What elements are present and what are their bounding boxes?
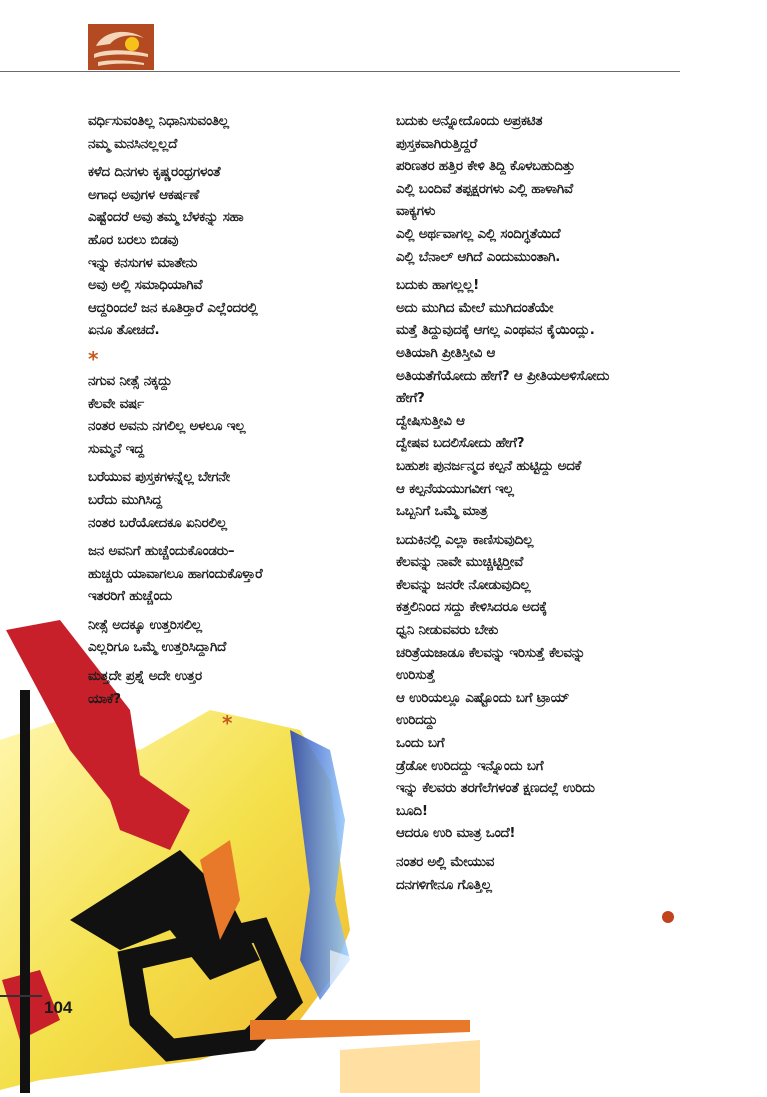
- poem-line: ಅಗಾಧ ಅವುಗಳ ಆಕರ್ಷಣೆ: [88, 187, 200, 203]
- poem-line: ದ್ವೇಷಿಸುತ್ತೀವಿ ಆ: [396, 413, 465, 429]
- stanza: [396, 111, 696, 269]
- poem-line: ದನಗಳಿಗೇನೂ ಗೊತ್ತಿಲ್ಲ: [396, 877, 492, 893]
- poem-line: ಕೆಲವನ್ನು ಜನರೇ ನೋಡುವುದಿಲ್ಲ: [396, 577, 531, 593]
- poem-line: ಬದುಕು ಹಾಗಲ್ಲಲ್ಲ!: [396, 278, 480, 294]
- poem-line: ಕೆಲವನ್ನು ನಾವೇ ಮುಚ್ಚಿಟ್ಟಿರ್‍ತೀವೆ: [396, 555, 524, 571]
- poem-line: ಮತ್ತೆ ತಿದ್ದುವುದಕ್ಕೆ ಆಗಲ್ಲ ಎಂಥವನ ಕೈಯಿಂದ್ಲು.: [396, 323, 595, 339]
- poem-line: ಎಲ್ಲಿ ಅರ್ಥವಾಗಲ್ಲ ಎಲ್ಲಿ ಸಂದಿಗ್ಧತೆಯಿದೆ: [396, 226, 561, 242]
- poem-column-right: [396, 111, 696, 903]
- stanza: [88, 666, 358, 711]
- poem-line: ಮತ್ತದೇ ಪ್ರಶ್ನೆ ಅದೇ ಉತ್ತರ: [88, 669, 202, 685]
- stanza: [396, 530, 696, 846]
- poem-line: ನೀತ್ಸೆ ಅದಕ್ಕೂ ಉತ್ತರಿಸಲಿಲ್ಲ: [88, 617, 202, 633]
- poem-line: ಬಹುಶಃ ಪುನರ್ಜನ್ಮದ ಕಲ್ಪನೆ ಹುಟ್ಟಿದ್ದು ಅದಕೆ: [396, 458, 582, 474]
- stanza: [88, 371, 358, 461]
- poem-line: ಪರಿಣತರ ಹತ್ತಿರ ಕೇಳಿ ತಿದ್ದಿ ಕೊಳಬಹುದಿತ್ತು: [396, 159, 575, 175]
- poem-line: ಧ್ವನಿ ನೀಡುವವರು ಬೇಕು: [396, 623, 499, 639]
- poem-line: ಅತಿಯಾಗಿ ಪ್ರೀತಿಸ್ತೀವಿ ಆ: [396, 345, 496, 361]
- stanza: [88, 162, 358, 343]
- poem-line: ಹುಚ್ಚರು ಯಾವಾಗಲೂ ಹಾಗಂದುಕೊಳ್ತಾರೆ: [88, 566, 263, 582]
- poem-line: ನಮ್ಮ ಮನಸಿನಲ್ಲಲ್ಲದೆ: [88, 136, 178, 152]
- poem-line: ಜನ ಅವನಿಗೆ ಹುಚ್ಚೆಂದುಕೊಂಡರು–: [88, 544, 235, 560]
- poem-line: ವರ್ಧಿಸುವಂತಿಲ್ಲ ನಿಧಾನಿಸುವಂತಿಲ್ಲ: [88, 114, 229, 129]
- poem-line: ಕತ್ತಲಿನಿಂದ ಸದ್ದು ಕೇಳಿಸಿದರೂ ಅದಕ್ಕೆ: [396, 600, 547, 616]
- stanza: [396, 852, 696, 897]
- poem-line: ಒಬ್ಬನಿಗೆ ಒಮ್ಮೆ ಮಾತ್ರ: [396, 504, 488, 520]
- poem-line: ಉರಿದದ್ದು: [396, 713, 438, 729]
- poem-line: ಎಲ್ಲಿ ಬಂದಿವೆ ತಪ್ಪಕ್ಷರಗಳು ಎಲ್ಲಿ ಹಾಳಾಗಿವೆ: [396, 181, 573, 197]
- poem-line: ಎಷ್ಟೆಂದರೆ ಅವು ತಮ್ಮ ಬೆಳಕನ್ನು ಸಹಾ: [88, 210, 244, 226]
- poem-line: ಎಲ್ಲರಿಗೂ ಒಮ್ಮೆ ಉತ್ತರಿಸಿದ್ದಾಗಿದೆ: [88, 640, 227, 656]
- stanza: [88, 111, 358, 156]
- page-number: 104: [44, 998, 73, 1017]
- poem-line: ನಂತರ ಬರೆಯೋದಕೂ ಏನಿರಲಿಲ್ಲ: [88, 515, 227, 531]
- poem-line: ಅದು ಮುಗಿದ ಮೇಲೆ ಮುಗಿದಂತೆಯೇ: [396, 300, 554, 316]
- poem-line: ಒಂದು ಬಗೆ: [396, 736, 445, 752]
- stanza: [88, 541, 358, 609]
- poem-line: ಡ್ರೆಡೋ ಉರಿದದ್ದು ಇನ್ನೊಂದು ಬಗೆ: [396, 758, 544, 774]
- poem-column-left: [88, 111, 358, 717]
- stanza: [88, 615, 358, 660]
- poem-line: ಅವು ಅಲ್ಲಿ ಸಮಾಧಿಯಾಗಿವೆ: [88, 278, 203, 294]
- poem-line: ಚರಿತ್ರೆಯಜಾಡೂ ಕೆಲವನ್ನು ಇರಿಸುತ್ತೆ ಕೆಲವನ್ನು: [396, 645, 586, 661]
- poem-line: ಯಾಕೆ?: [88, 691, 121, 707]
- poem-line: ಕಳೆದ ದಿನಗಳು ಕೃಷ್ಣರಂಧ್ರಗಳಂತೆ: [88, 165, 221, 181]
- poem-line: ಏನೂ ತೋಚದೆ.: [88, 323, 160, 339]
- poem-line: ಉರಿಸುತ್ತೆ: [396, 668, 435, 684]
- poem-line: ಹೊರ ಬರಲು ಬಿಡವು: [88, 232, 179, 248]
- stanza: [396, 275, 696, 524]
- page-number-rule: [0, 995, 42, 997]
- poem-line: ಬದುಕಿನಲ್ಲಿ ಎಲ್ಲಾ ಕಾಣಿಸುವುದಿಲ್ಲ: [396, 532, 534, 548]
- end-of-article-dot-icon: [662, 911, 674, 923]
- poem-line: ಹೇಗೆ?: [396, 391, 425, 407]
- poem-line: ವಾಕ್ಯಗಳು: [396, 204, 436, 220]
- poem-line: ನಂತರ ಅವನು ನಗಲಿಲ್ಲ ಅಳಲೂ ಇಲ್ಲ: [88, 419, 246, 435]
- poem-line: ಆದ್ದರಿಂದಲೆ ಜನ ಕೂತಿರ್‍ತಾರೆ ಎಲ್ಲೆಂದರಲ್ಲಿ: [88, 300, 258, 316]
- poem-line: ಬರೆಯುವ ಪುಸ್ತಕಗಳನ್ನೆಲ್ಲ ಬೇಗನೇ: [88, 470, 230, 486]
- poem-line: ಎಲ್ಲಿ ಬೆನಾಲ್ ಆಗಿದೆ ಎಂದುಮುಂತಾಗಿ.: [396, 249, 561, 265]
- poem-line: ಇನ್ನು ಕನಸುಗಳ ಮಾತೇನು: [88, 255, 198, 271]
- poem-line: ಅತಿಯತೆಗೆಯೋದು ಹೇಗೆ? ಆ ಪ್ರೀತಿಯಅಳಿಸೋದು: [396, 368, 610, 384]
- poem-line: ಆ ಉರಿಯಲ್ಲೂ ಎಷ್ಟೊಂದು ಬಗೆ ಟ್ರಾಯ್: [396, 690, 570, 706]
- poem-line: ನಗುವ ನೀತ್ಸೆ ನಕ್ಕದ್ದು: [88, 373, 172, 389]
- poem-line: ಇತರರಿಗೆ ಹುಚ್ಚೆಂದು: [88, 589, 172, 605]
- poem-line: ಆದರೂ ಉರಿ ಮಾತ್ರ ಒಂದೆ!: [396, 826, 516, 842]
- magazine-logo: [88, 24, 154, 70]
- poem-line: ಪುಸ್ತಕವಾಗಿರುತ್ತಿದ್ದರೆ: [396, 136, 478, 152]
- poem-line: ಇನ್ನು ಕೆಲವರು ತರಗೆಲೆಗಳಂತೆ ಕ್ಷಣದಲ್ಲೆ ಉರಿದು: [396, 781, 595, 797]
- section-asterisk-icon: *: [222, 711, 233, 735]
- poem-line: ಬದುಕು ಅನ್ನೋದೊಂದು ಅಪ್ರಕಟಿತ: [396, 114, 543, 129]
- poem-line: ಬೂದಿ!: [396, 803, 428, 819]
- header-rule: [0, 71, 680, 72]
- poem-line: ಕೆಲವೇ ವರ್ಷ: [88, 396, 144, 412]
- section-asterisk-icon: *: [88, 346, 99, 371]
- poem-line: ದ್ವೇಷವ ಬದಲಿಸೋದು ಹೇಗೆ?: [396, 436, 525, 452]
- poem-line: ಬರೆದು ಮುಗಿಸಿದ್ದ: [88, 492, 162, 508]
- poem-line: ನಂತರ ಅಲ್ಲಿ ಮೇಯುವ: [396, 855, 495, 870]
- stanza: [88, 467, 358, 535]
- poem-line: ಆ ಕಲ್ಪನೆಯಯುಗವೀಗ ಇಲ್ಲ: [396, 481, 514, 497]
- poem-line: ಸುಮ್ಮನೆ ಇದ್ದ: [88, 441, 144, 457]
